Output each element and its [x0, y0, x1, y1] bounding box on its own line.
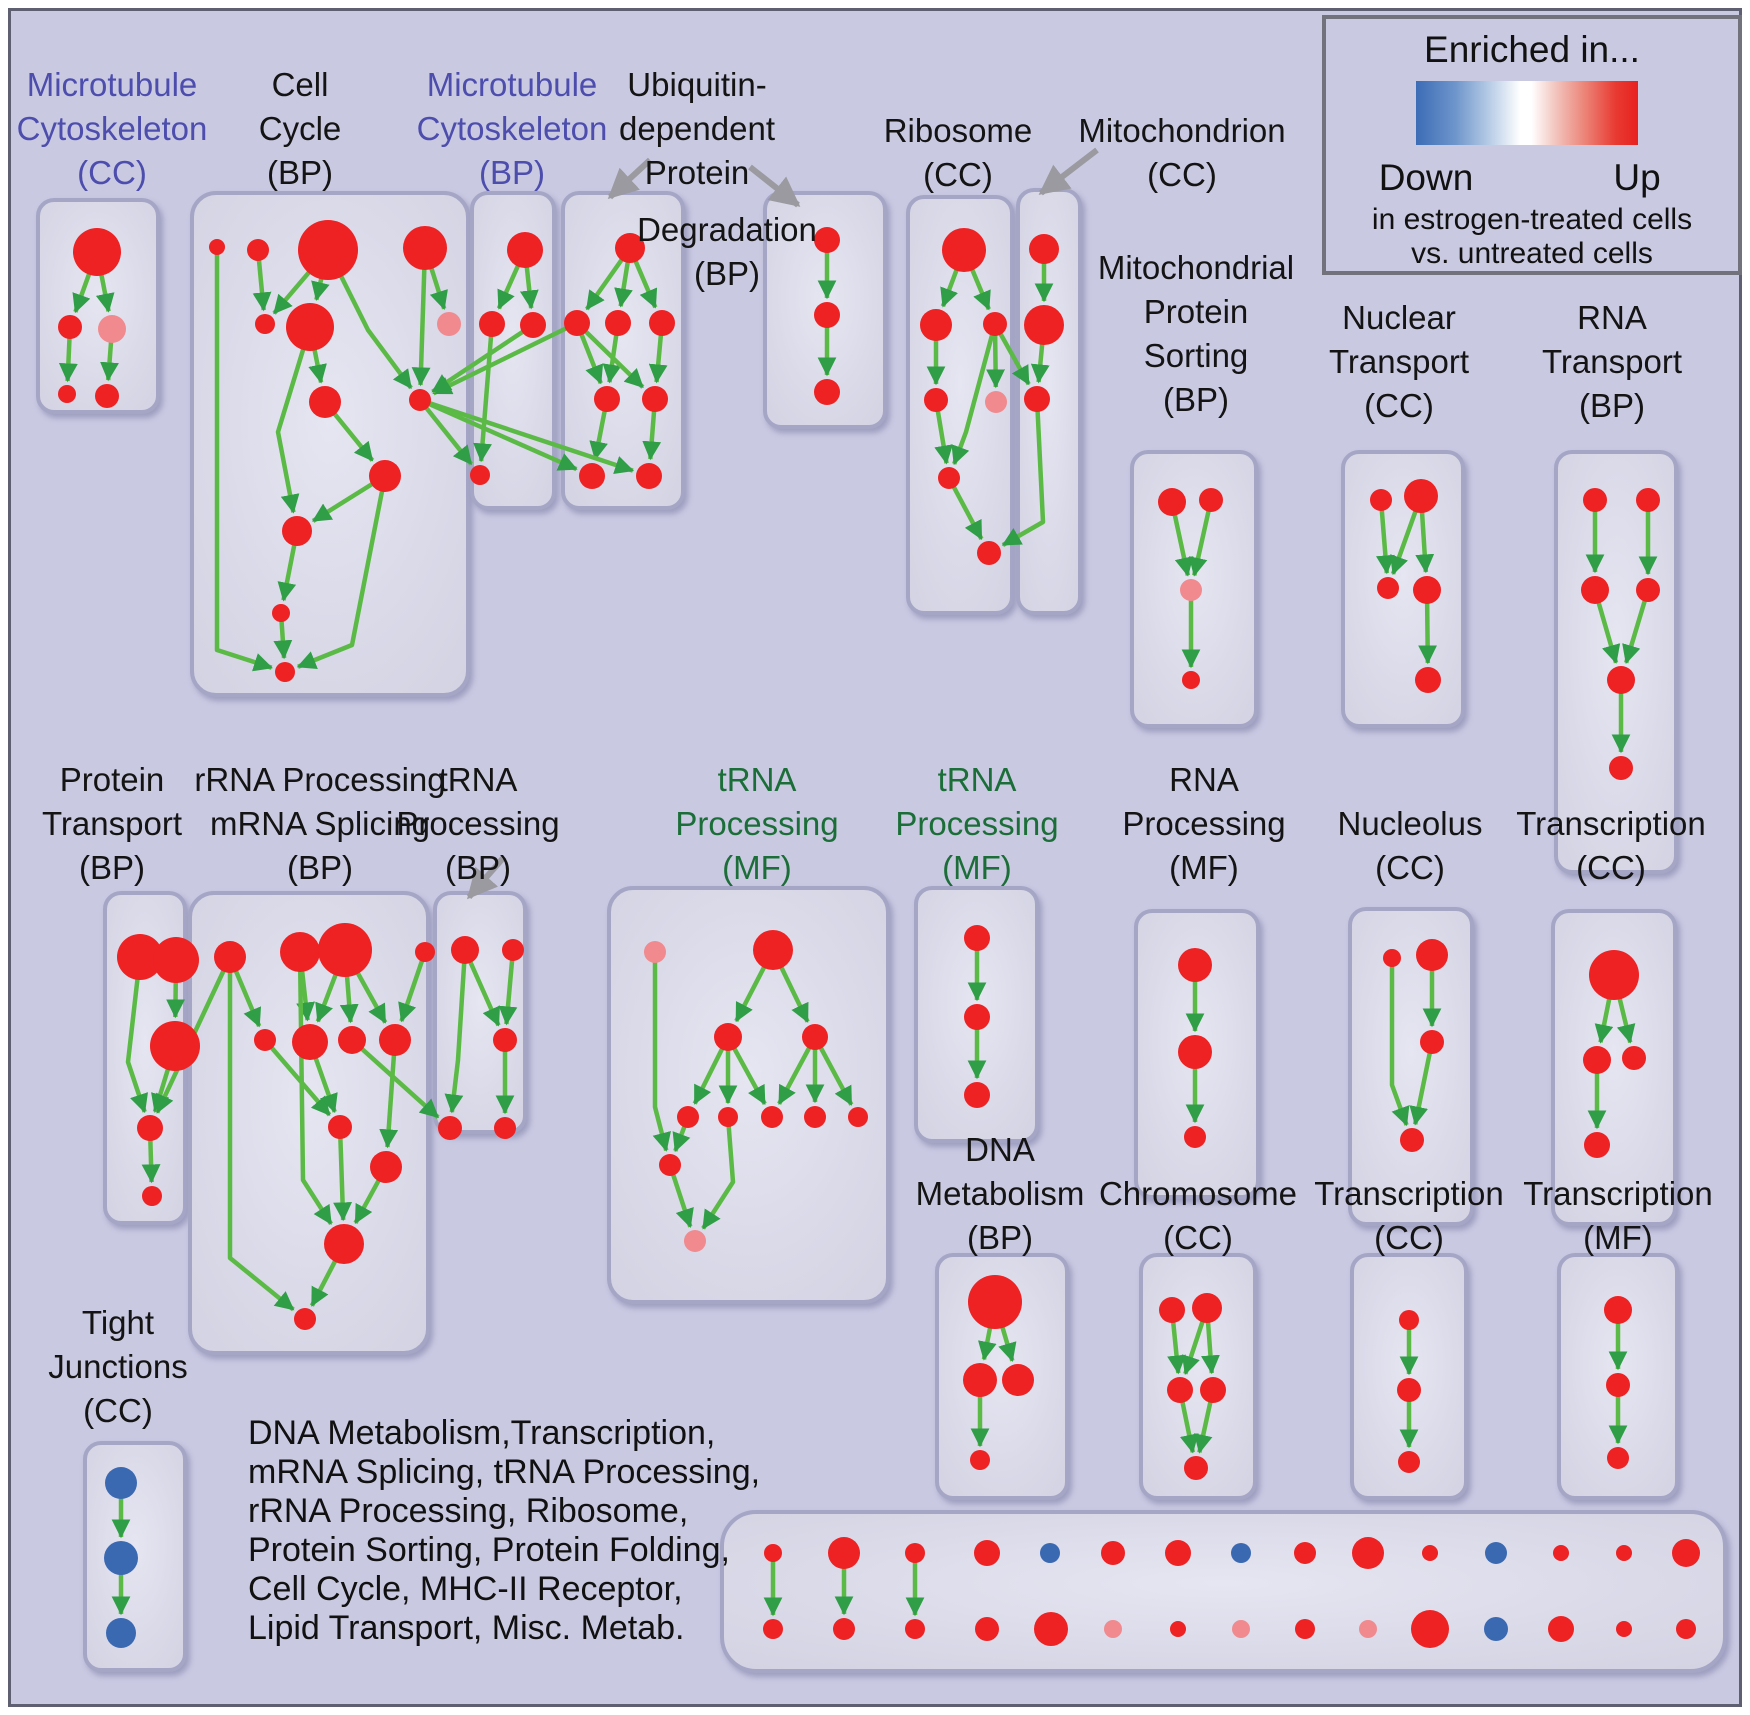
label-line: Cytoskeleton	[416, 110, 608, 147]
label-line: Microtubule	[26, 66, 198, 103]
label-line: (BP)	[1579, 387, 1645, 424]
go-term-node	[1581, 576, 1609, 604]
legend-gradient-bar	[1416, 81, 1638, 145]
label-line: Nucleolus	[1337, 805, 1483, 842]
label-line: Processing	[895, 805, 1059, 842]
go-term-node	[1636, 488, 1660, 512]
label-line: (CC)	[1375, 849, 1445, 886]
label-line: Transport	[1542, 343, 1682, 380]
label-line: Metabolism	[915, 1175, 1085, 1212]
label-line: Processing	[396, 805, 560, 842]
label-line: (CC)	[923, 156, 993, 193]
label-line: Ribosome	[883, 112, 1033, 149]
go-term-node	[1616, 1621, 1632, 1637]
go-term-node	[150, 1021, 200, 1071]
go-term-node	[1178, 948, 1212, 982]
go-term-node	[761, 1106, 783, 1128]
go-term-node	[1583, 488, 1607, 512]
transcription-cc-1-label	[1381, 802, 1750, 890]
go-term-node	[905, 1619, 925, 1639]
label-line: DNA	[965, 1131, 1035, 1168]
go-term-node	[1370, 489, 1392, 511]
go-term-node	[1607, 666, 1635, 694]
go-term-node	[1158, 488, 1186, 516]
label-line: (BP)	[79, 849, 145, 886]
misc-text-line: Lipid Transport, Misc. Metab.	[248, 1609, 685, 1647]
go-term-node	[659, 1154, 681, 1176]
go-term-node	[58, 385, 76, 403]
go-term-node	[275, 662, 295, 682]
go-term-node	[905, 1543, 925, 1563]
go-term-node	[644, 941, 666, 963]
go-term-node	[298, 220, 358, 280]
label-line: (CC)	[83, 1392, 153, 1429]
go-term-node	[804, 1106, 826, 1128]
go-term-node	[1672, 1539, 1700, 1567]
go-term-node	[753, 930, 793, 970]
label-line: dependent	[619, 110, 775, 147]
transcription-mf-label	[1388, 1172, 1750, 1260]
go-term-node	[1101, 1541, 1125, 1565]
go-term-node	[1167, 1377, 1193, 1403]
legend-up-label: Up	[1613, 157, 1661, 198]
go-term-node	[1294, 1542, 1316, 1564]
go-term-node	[1415, 667, 1441, 693]
go-term-node	[142, 1186, 162, 1206]
go-term-node	[1398, 1451, 1420, 1473]
misc-categories-box-box	[722, 1512, 1725, 1671]
label-line: (BP)	[479, 154, 545, 191]
trna-processing-bp-box	[435, 893, 525, 1132]
go-term-node	[280, 932, 320, 972]
go-term-node	[282, 516, 312, 546]
label-line: Processing	[1122, 805, 1286, 842]
go-term-node	[438, 1116, 462, 1140]
go-term-node	[636, 463, 662, 489]
go-term-node	[1034, 1612, 1068, 1646]
label-line: mRNA Splicing	[209, 805, 431, 842]
go-term-node	[1232, 1620, 1250, 1638]
go-term-node	[564, 310, 590, 336]
label-line: Sorting	[1143, 337, 1249, 374]
go-term-node	[594, 386, 620, 412]
label-line: tRNA	[717, 761, 797, 798]
go-term-node	[254, 1029, 276, 1051]
label-line: Protein	[644, 154, 750, 191]
go-term-node	[1182, 671, 1200, 689]
go-term-node	[1606, 1373, 1630, 1397]
misc-text-line: Protein Sorting, Protein Folding,	[248, 1531, 730, 1569]
label-line: RNA	[1169, 761, 1239, 798]
go-term-node	[105, 1467, 137, 1499]
label-line: Cycle	[258, 110, 342, 147]
label-line: Protein	[59, 761, 165, 798]
go-term-node	[1200, 1377, 1226, 1403]
label-line: Junctions	[48, 1348, 188, 1385]
go-term-node	[970, 1450, 990, 1470]
label-line: Degradation	[637, 211, 817, 248]
label-line: Transport	[1329, 343, 1469, 380]
go-term-node	[479, 311, 505, 337]
label-line: (MF)	[1583, 1219, 1653, 1256]
go-term-node	[1399, 1310, 1419, 1330]
legend-down-label: Down	[1378, 157, 1474, 198]
go-term-node	[1231, 1543, 1251, 1563]
go-term-node	[451, 936, 479, 964]
go-term-node	[1159, 1297, 1185, 1323]
go-term-node	[309, 386, 341, 418]
go-term-node	[272, 604, 290, 622]
go-term-node	[1104, 1620, 1122, 1638]
legend-caption-line1: in estrogen-treated cells	[1371, 203, 1693, 236]
go-term-node	[1485, 1542, 1507, 1564]
go-term-node	[1616, 1545, 1632, 1561]
go-term-node	[763, 1619, 783, 1639]
nuclear-transport-cc-box	[1343, 452, 1463, 726]
label-line: (CC)	[1576, 849, 1646, 886]
go-term-node	[1352, 1537, 1384, 1569]
go-term-node	[1180, 579, 1202, 601]
go-term-node	[1676, 1619, 1696, 1639]
go-term-node	[1165, 1540, 1191, 1566]
go-term-node	[328, 1115, 352, 1139]
go-term-node	[1622, 1046, 1646, 1070]
go-term-node	[963, 1363, 997, 1397]
label-line: (MF)	[722, 849, 792, 886]
go-term-node	[1295, 1619, 1315, 1639]
misc-text-line: mRNA Splicing, tRNA Processing,	[248, 1453, 761, 1491]
label-line: Cell	[271, 66, 329, 103]
legend	[1322, 15, 1742, 275]
go-term-node	[828, 1537, 860, 1569]
go-term-node	[1553, 1545, 1569, 1561]
label-line: tRNA	[438, 761, 518, 798]
label-line: (MF)	[942, 849, 1012, 886]
label-line: (CC)	[1163, 1219, 1233, 1256]
go-term-node	[1548, 1616, 1574, 1642]
label-line: (BP)	[287, 849, 353, 886]
go-term-node	[974, 1540, 1000, 1566]
go-term-node	[403, 226, 447, 270]
go-term-node	[677, 1106, 699, 1128]
go-term-node	[964, 1082, 990, 1108]
go-term-node	[1583, 1046, 1611, 1074]
go-term-node	[1397, 1378, 1421, 1402]
rna-transport-bp-label	[1382, 296, 1750, 428]
misc-text-line: Cell Cycle, MHC-II Receptor,	[248, 1570, 683, 1608]
go-term-node	[104, 1541, 138, 1575]
label-line: Cytoskeleton	[16, 110, 208, 147]
go-term-node	[579, 463, 605, 489]
go-term-node	[1192, 1293, 1222, 1323]
go-term-node	[802, 1024, 828, 1050]
go-term-node	[286, 303, 334, 351]
go-term-node	[1484, 1617, 1508, 1641]
label-line: (BP)	[267, 154, 333, 191]
go-term-node	[1604, 1296, 1632, 1324]
label-line: tRNA	[937, 761, 1017, 798]
go-term-node	[1422, 1545, 1438, 1561]
label-line: Protein	[1143, 293, 1249, 330]
go-term-node	[814, 379, 840, 405]
go-term-node	[58, 315, 82, 339]
go-term-node	[1607, 1447, 1629, 1469]
go-term-node	[833, 1618, 855, 1640]
go-term-node	[214, 941, 246, 973]
go-term-node	[1404, 479, 1438, 513]
go-term-node	[642, 386, 668, 412]
go-term-node	[470, 465, 490, 485]
label-line: (CC)	[1374, 1219, 1444, 1256]
label-line: Tight	[81, 1304, 155, 1341]
go-term-node	[975, 1617, 999, 1641]
go-term-node	[848, 1107, 868, 1127]
label-line: (MF)	[1169, 849, 1239, 886]
go-term-node	[415, 942, 435, 962]
go-term-node	[764, 1544, 782, 1562]
go-term-node	[1383, 949, 1401, 967]
go-term-node	[1411, 1610, 1449, 1648]
go-term-node	[137, 1115, 163, 1141]
label-line: (BP)	[445, 849, 511, 886]
misc-text-line: rRNA Processing, Ribosome,	[248, 1492, 689, 1530]
go-term-node	[292, 1024, 328, 1060]
go-term-node	[920, 309, 952, 341]
misc-category-text	[248, 1414, 760, 1648]
label-line: Mitochondrion	[1078, 112, 1286, 149]
go-term-node	[1359, 1620, 1377, 1638]
go-term-node	[605, 310, 631, 336]
label-line: (BP)	[1163, 381, 1229, 418]
go-term-node	[968, 1275, 1022, 1329]
go-term-node	[964, 1004, 990, 1030]
label-line: Transcription	[1314, 1175, 1504, 1212]
go-term-node	[924, 388, 948, 412]
go-term-node	[437, 312, 461, 336]
label-line: Transport	[42, 805, 182, 842]
go-term-node	[1413, 576, 1441, 604]
go-term-node	[1199, 488, 1223, 512]
go-term-node	[1002, 1364, 1034, 1396]
label-line: Nuclear	[1342, 299, 1456, 336]
go-term-node	[977, 541, 1001, 565]
label-line: Chromosome	[1098, 1175, 1298, 1212]
label-line: Processing	[675, 805, 839, 842]
go-term-node	[1170, 1621, 1186, 1637]
go-term-node	[324, 1224, 364, 1264]
label-line: Mitochondrial	[1097, 249, 1295, 286]
go-term-node	[1584, 1132, 1610, 1158]
go-term-node	[98, 315, 126, 343]
go-term-node	[1589, 950, 1639, 1000]
go-term-node	[1400, 1128, 1424, 1152]
go-term-node	[814, 302, 840, 328]
go-term-node	[649, 310, 675, 336]
label-line: (BP)	[694, 255, 760, 292]
label-line: Transcription	[1523, 1175, 1713, 1212]
go-term-node	[409, 389, 431, 411]
rrna-processing-mrna-splicing-bp-edge	[340, 1127, 343, 1220]
label-line: Ubiquitin-	[627, 66, 767, 103]
label-line: Transcription	[1516, 805, 1706, 842]
go-term-node	[95, 384, 119, 408]
go-term-node	[1184, 1456, 1208, 1480]
go-term-node	[520, 312, 546, 338]
go-term-node	[964, 925, 990, 951]
go-term-node	[318, 923, 372, 977]
go-term-node	[73, 228, 121, 276]
label-line: Microtubule	[426, 66, 598, 103]
go-term-node	[379, 1024, 411, 1056]
label-line: (CC)	[1364, 387, 1434, 424]
legend-title: Enriched in...	[1424, 29, 1640, 70]
go-term-node	[938, 467, 960, 489]
go-term-node	[718, 1107, 738, 1127]
label-line: (BP)	[967, 1219, 1033, 1256]
go-term-node	[493, 1028, 517, 1052]
go-term-node	[1377, 577, 1399, 599]
go-term-node	[494, 1117, 516, 1139]
go-term-node	[1636, 578, 1660, 602]
go-term-node	[1178, 1035, 1212, 1069]
go-term-node	[255, 314, 275, 334]
go-term-node	[247, 239, 269, 261]
go-term-node	[1416, 939, 1448, 971]
go-term-node	[338, 1026, 366, 1054]
go-term-node	[370, 1151, 402, 1183]
go-term-node	[369, 460, 401, 492]
label-line: (CC)	[1147, 156, 1217, 193]
go-term-node	[502, 939, 524, 961]
label-line: RNA	[1577, 299, 1647, 336]
go-term-node	[1609, 756, 1633, 780]
go-term-node	[153, 937, 199, 983]
go-term-node	[684, 1230, 706, 1252]
legend-caption-line2: vs. untreated cells	[1411, 237, 1653, 270]
go-term-node	[1040, 1543, 1060, 1563]
go-term-node	[106, 1618, 136, 1648]
degradation-bp-label	[497, 208, 957, 296]
go-term-node	[714, 1023, 742, 1051]
label-line: rRNA Processing	[194, 761, 446, 798]
go-term-node	[209, 239, 225, 255]
go-term-node	[1420, 1030, 1444, 1054]
misc-text-line: DNA Metabolism,Transcription,	[248, 1414, 716, 1452]
label-line: (CC)	[77, 154, 147, 191]
